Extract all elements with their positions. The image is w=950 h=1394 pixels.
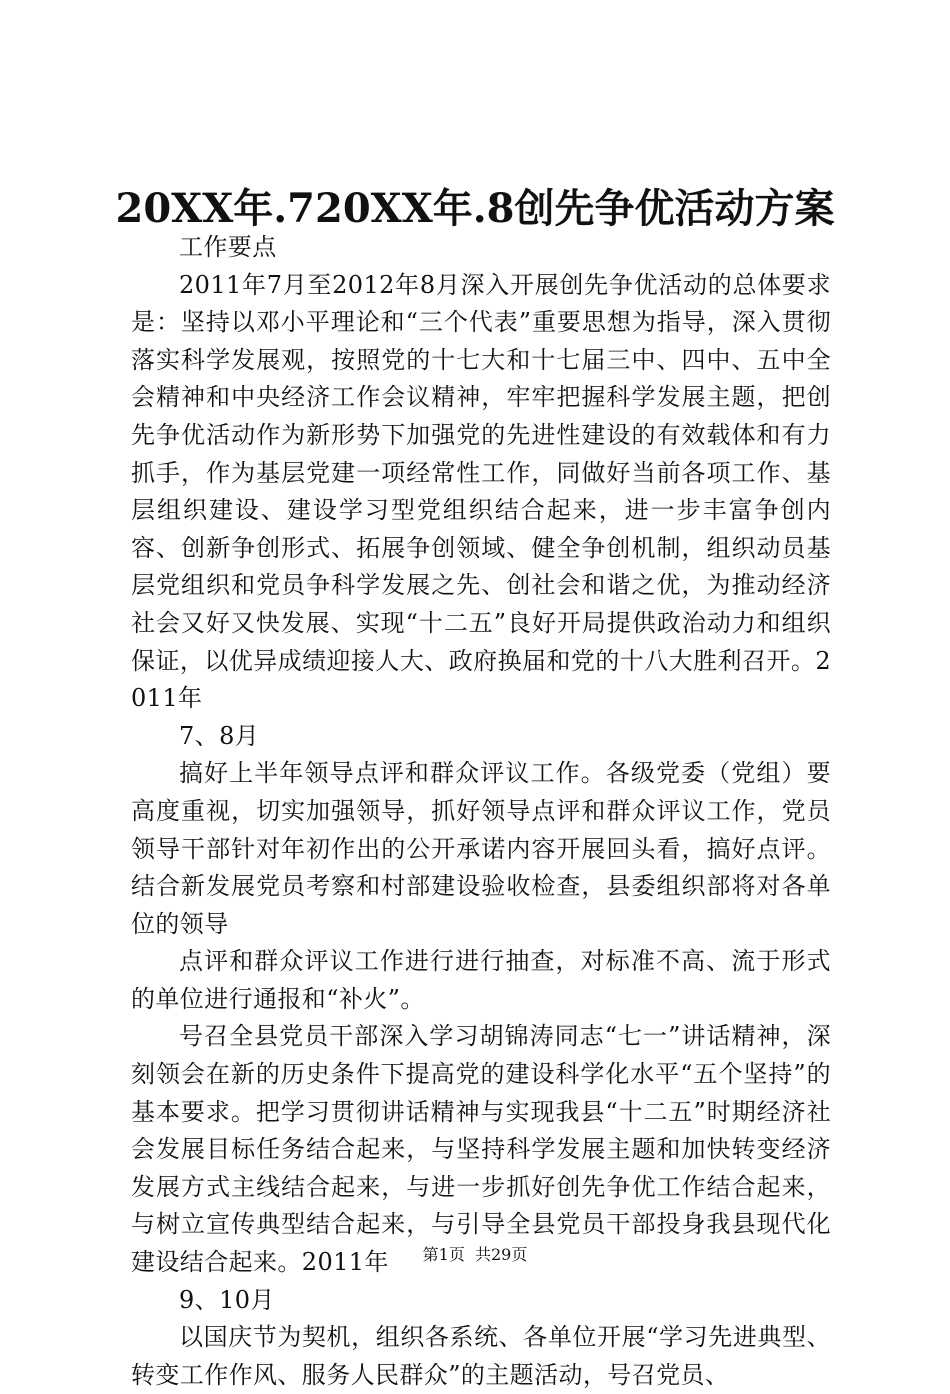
document-title: 20XX年.720XX年.8创先争优活动方案: [115, 185, 835, 232]
body-paragraph: 点评和群众评议工作进行进行抽查，对标准不高、流于形式的单位进行通报和“补火”。: [131, 947, 831, 1013]
document-body: [131, 229, 831, 1394]
body-paragraph: 2011年7月至2012年8月深入开展创先争优活动的总体要求是：坚持以邓小平理论和“三个代表”重要思想为指导，深入贯彻落实科学发展观，按照党的十七大和十七届三中、四中、五中全会精神和中央经济工作会议精神，牢牢把握科学发展主题，把创先争优活动作为新形势下加强党的先进性建设的有效载体和有力抓手，作为基层党建一项经常性工作，同做好当前各项工作、基层组织建设、建设学习型党组织结合起来，进一步丰富争创内容、创新争创形式、拓展争创领域、健全争创机制，组织动员基层党组织和党员争科学发展之先、创社会和谐之优，为推动经济社会又好又快发展、实现“十二五”良好开局提供政治动力和组织保证，以优异成绩迎接人大、政府换届和党的十八大胜利召开。2011年: [131, 270, 831, 713]
section-heading: 工作要点: [179, 233, 277, 261]
date-heading: 9、10月: [179, 1285, 275, 1314]
body-paragraph: 搞好上半年领导点评和群众评议工作。各级党委（党组）要高度重视，切实加强领导，抓好领导点评和群众评议工作，党员领导干部针对年初作出的公开承诺内容开展回头看，搞好点评。结合新发展党员考察和村部建设验收检查，县委组织部将对各单位的领导: [131, 759, 831, 938]
date-heading: 7、8月: [179, 721, 260, 750]
body-paragraph: 以国庆节为契机，组织各系统、各单位开展“学习先进典型、转变工作作风、服务人民群众”的主题活动，号召党员、: [131, 1323, 831, 1389]
body-paragraph: 号召全县党员干部深入学习胡锦涛同志“七一”讲话精神，深刻领会在新的历史条件下提高党的建设科学化水平“五个坚持”的基本要求。把学习贯彻讲话精神与实现我县“十二五”时期经济社会发展目标任务结合起来，与坚持科学发展主题和加快转变经济发展方式主线结合起来，与进一步抓好创先争优工作结合起来，与树立宣传典型结合起来，与引导全县党员干部投身我县现代化建设结合起来。2011年: [131, 1022, 831, 1277]
page-footer: 第1页 共29页: [422, 1245, 528, 1264]
